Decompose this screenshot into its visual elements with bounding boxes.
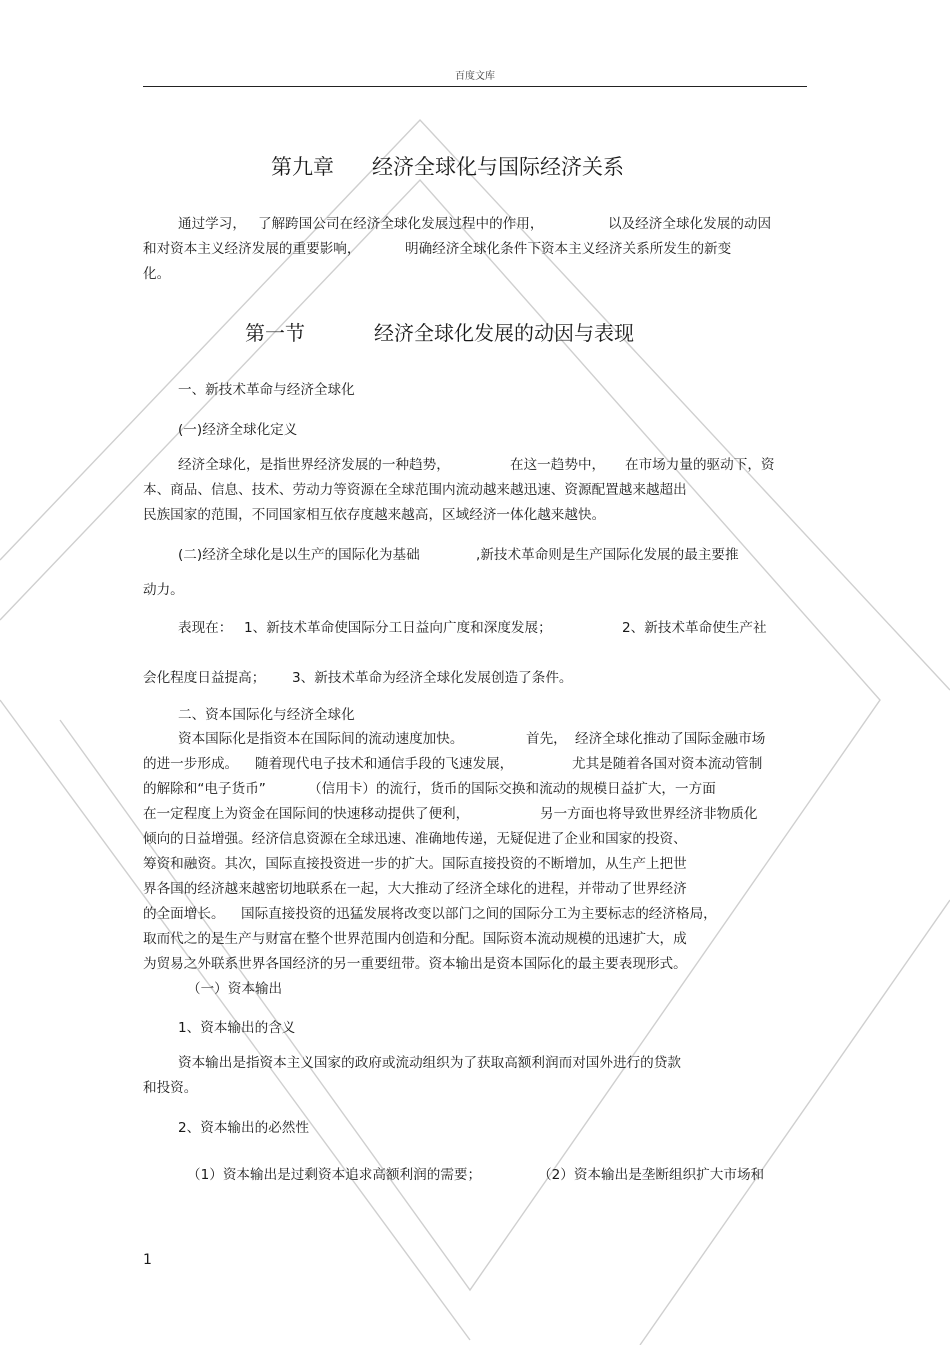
- capital-text: 另一方面也将导致世界经济非物质化: [540, 806, 758, 822]
- heading-new-tech: 一、新技术革命与经济全球化: [178, 382, 355, 398]
- capital-text: 取而代之的是生产与财富在整个世界范围内创造和分配。国际资本流动规模的迅速扩大，成: [143, 931, 687, 947]
- page-number: 1: [143, 1252, 152, 1268]
- capital-text: 随着现代电子技术和通信手段的飞速发展，: [255, 756, 514, 772]
- manifest-text: 会化程度日益提高；: [143, 670, 266, 686]
- subheading-capital-export: （一）资本输出: [187, 981, 283, 997]
- subheading-production: 动力。: [143, 582, 184, 598]
- intro-text: 以及经济全球化发展的动因: [608, 216, 772, 232]
- definition-text: 经济全球化，是指世界经济发展的一种趋势，: [178, 457, 450, 473]
- intro-text: 和对资本主义经济发展的重要影响，: [143, 241, 361, 257]
- site-header: 百度文库: [455, 71, 495, 82]
- capital-text: 倾向的日益增强。经济信息资源在全球迅速、准确地传递，无疑促进了企业和国家的投资、: [143, 831, 687, 847]
- capital-text: 界各国的经济越来越密切地联系在一起，大大推动了经济全球化的进程，并带动了世界经济: [143, 881, 687, 897]
- capital-text: （信用卡）的流行，货币的国际交换和流动的规模日益扩大，一方面: [308, 781, 716, 797]
- heading-capital: 二、资本国际化与经济全球化: [178, 707, 355, 723]
- definition-text: 在这一趋势中，: [510, 457, 606, 473]
- capital-text: 尤其是随着各国对资本流动管制: [572, 756, 763, 772]
- capital-text: 筹资和融资。其次，国际直接投资进一步的扩大。国际直接投资的不断增加，从生产上把世: [143, 856, 687, 872]
- export-definition: 资本输出是指资本主义国家的政府或流动组织为了获取高额利润而对国外进行的贷款: [178, 1055, 681, 1071]
- capital-text: 在一定程度上为资金在国际间的快速移动提供了便利，: [143, 806, 470, 822]
- definition-text: 在市场力量的驱动下，资: [625, 457, 775, 473]
- capital-text: 资本国际化是指资本在国际间的流动速度加快。: [178, 731, 464, 747]
- capital-text: 首先，: [526, 731, 567, 747]
- capital-text: 的进一步形成。: [143, 756, 239, 772]
- chapter-title: 经济全球化与国际经济关系: [372, 155, 624, 179]
- capital-text: 经济全球化推动了国际金融市场: [575, 731, 766, 747]
- section-number: 第一节: [245, 321, 305, 345]
- manifest-text: 1、新技术革命使国际分工日益向广度和深度发展；: [244, 620, 552, 636]
- section-title: 经济全球化发展的动因与表现: [374, 321, 634, 345]
- item-meaning: 1、资本输出的含义: [178, 1020, 296, 1036]
- manifest-text: 2、新技术革命使生产社: [622, 620, 767, 636]
- subheading-production: (二)经济全球化是以生产的国际化为基础: [178, 547, 420, 563]
- header-divider: [143, 86, 807, 87]
- necessity-text: （1）资本输出是过剩资本追求高额利润的需要；: [187, 1167, 482, 1183]
- export-definition: 和投资。: [143, 1080, 198, 1096]
- intro-text: 化。: [143, 266, 171, 282]
- manifest-text: 3、新技术革命为经济全球化发展创造了条件。: [292, 670, 573, 686]
- item-necessity: 2、资本输出的必然性: [178, 1120, 309, 1136]
- capital-text: 的解除和“电子货币”: [143, 781, 266, 797]
- subheading-definition: (一)经济全球化定义: [178, 422, 298, 438]
- definition-text: 本、商品、信息、技术、劳动力等资源在全球范围内流动越来越迅速、资源配置越来越超出: [143, 482, 687, 498]
- capital-text: 国际直接投资的迅猛发展将改变以部门之间的国际分工为主要标志的经济格局，: [241, 906, 717, 922]
- capital-text: 为贸易之外联系世界各国经济的另一重要纽带。资本输出是资本国际化的最主要表现形式。: [143, 956, 687, 972]
- definition-text: 民族国家的范围，不同国家相互依存度越来越高，区域经济一体化越来越快。: [143, 507, 606, 523]
- intro-text: 通过学习，: [178, 216, 246, 232]
- intro-text: 明确经济全球化条件下资本主义经济关系所发生的新变: [405, 241, 732, 257]
- manifest-text: 表现在：: [178, 620, 233, 636]
- chapter-number: 第九章: [271, 155, 334, 179]
- necessity-text: （2）资本输出是垄断组织扩大市场和: [538, 1167, 765, 1183]
- subheading-production: ,新技术革命则是生产国际化发展的最主要推: [476, 547, 739, 563]
- intro-text: 了解跨国公司在经济全球化发展过程中的作用，: [258, 216, 544, 232]
- capital-text: 的全面增长。: [143, 906, 225, 922]
